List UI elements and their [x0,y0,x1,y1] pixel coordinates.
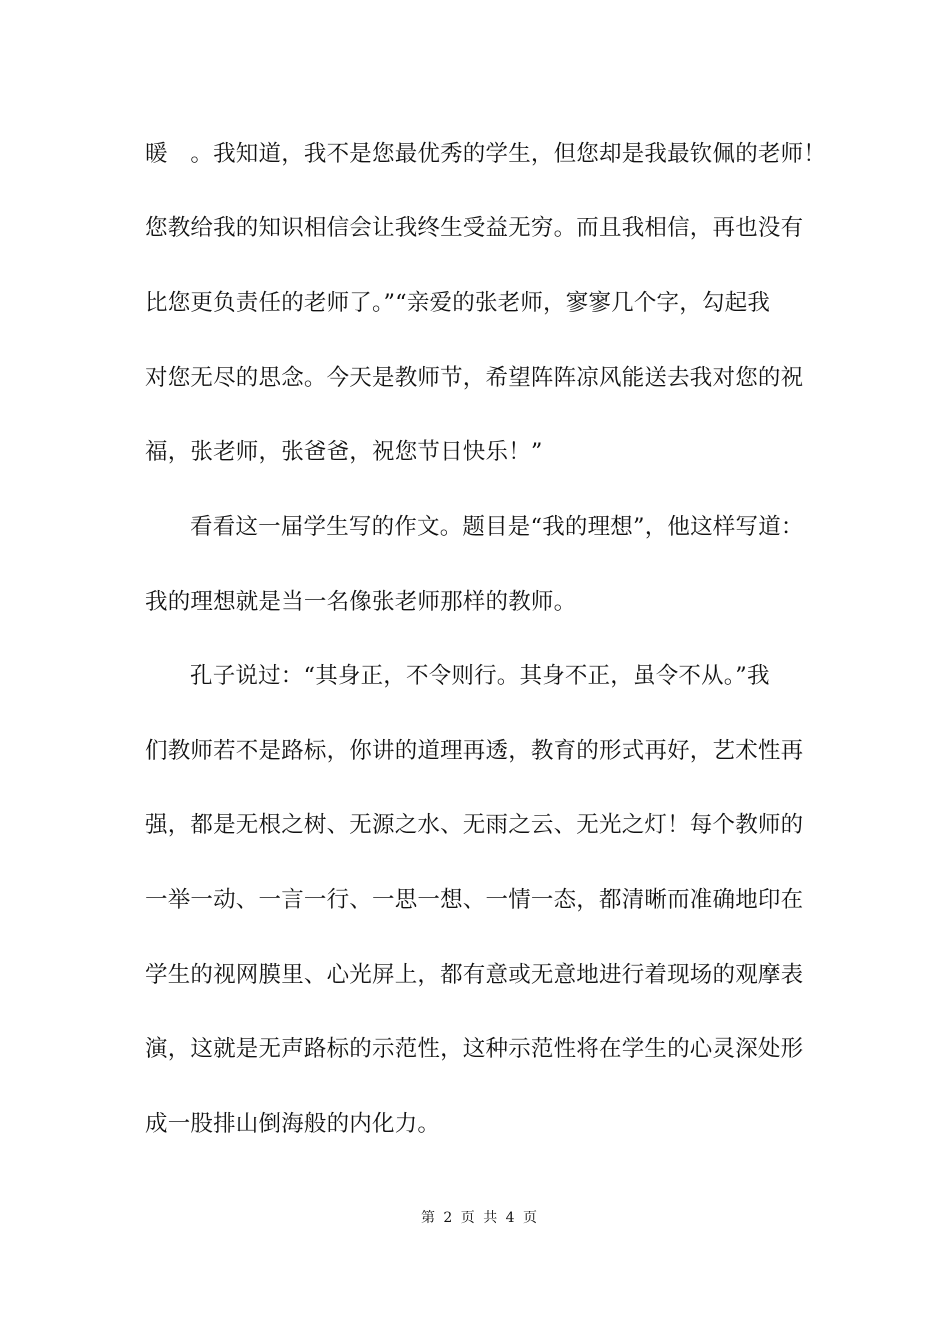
text-line-9: 们教师若不是路标，你讲的道理再透，教育的形式再好，艺术性再 [145,738,804,764]
text-line-10: 强，都是无根之树、无源之水、无雨之云、无光之灯！每个教师的 [145,812,804,838]
text-line-2: 您教给我的知识相信会让我终生受益无穷。而且我相信，再也没有 [145,215,804,241]
text-line-11: 一举一动、一言一行、一思一想、一情一态，都清晰而准确地印在 [145,887,804,913]
text-line-5: 福，张老师，张爸爸，祝您节日快乐！” [145,439,543,465]
text-line-12: 学生的视网膜里、心光屏上，都有意或无意地进行着现场的观摩表 [145,962,804,988]
text-line-7: 我的理想就是当一名像张老师那样的教师。 [145,589,577,615]
text-line-4: 对您无尽的思念。今天是教师节，希望阵阵凉风能送去我对您的祝 [145,365,804,391]
text-line-14: 成一股排山倒海般的内化力。 [145,1111,441,1137]
text-line-3: 比您更负责任的老师了。”“亲爱的张老师，寥寥几个字，勾起我 [145,290,771,316]
text-line-13: 演，这就是无声路标的示范性，这种示范性将在学生的心灵深处形 [145,1036,804,1062]
text-line-1: 暖 。我知道，我不是您最优秀的学生，但您却是我最钦佩的老师！ [145,141,827,167]
page-number-footer: 第 2 页 共 4 页 [420,1210,540,1226]
text-line-6: 看看这一届学生写的作文。题目是“我的理想”，他这样写道： [190,514,804,540]
text-line-8: 孔子说过：“其身正，不令则行。其身不正，虽令不从。”我 [190,663,770,689]
